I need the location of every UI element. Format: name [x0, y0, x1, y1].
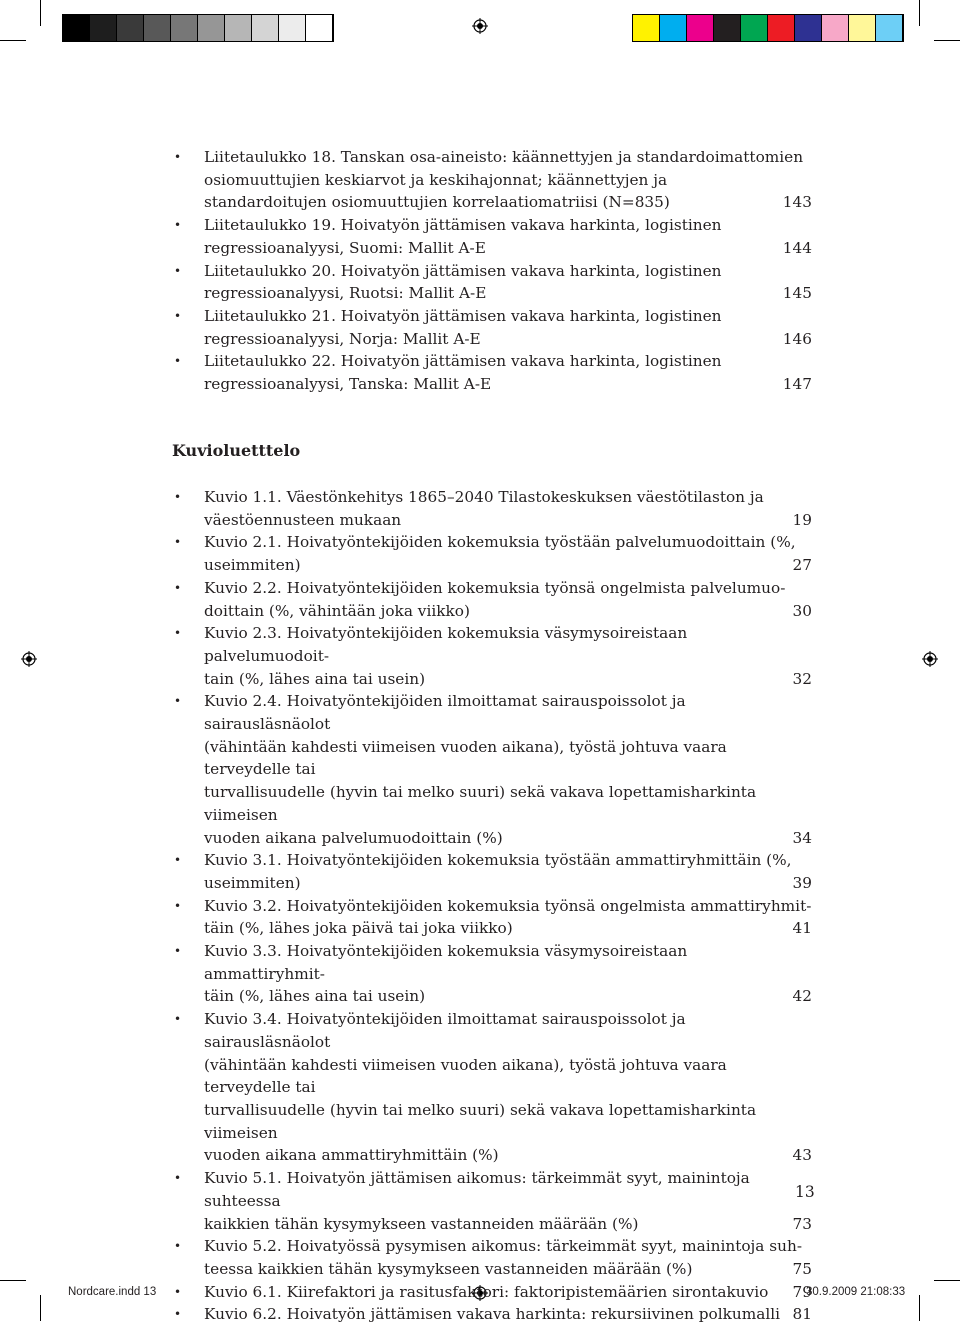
- entry-line: • Liitetaulukko 22. Hoivatyön jättämisen vakava harkinta, logistinen: [204, 352, 722, 371]
- color-swatch: [660, 15, 687, 41]
- grayscale-bar: [62, 14, 334, 42]
- entry-last-line: [204, 917, 812, 940]
- color-swatch: [90, 15, 117, 41]
- tables-list: [172, 146, 812, 396]
- entry-page: 42: [792, 987, 812, 1006]
- entry-last-line: [204, 985, 812, 1008]
- entry-line: • Liitetaulukko 21. Hoivatyön jättämisen vakava harkinta, logistinen: [204, 306, 722, 325]
- color-swatch: [822, 15, 849, 41]
- list-item: [172, 690, 812, 849]
- entry-last-line: [204, 328, 812, 351]
- figures-section-title: Kuvioluetttelo: [172, 441, 301, 460]
- page-number: 13: [795, 1183, 815, 1201]
- entry-line: • Kuvio 3.1. Hoivatyöntekijöiden kokemuksia työstään ammattiryhmittäin (%,: [204, 851, 792, 870]
- list-item: [172, 577, 812, 622]
- entry-page: 34: [792, 828, 812, 847]
- color-swatch: [876, 15, 903, 41]
- entry-line: • Liitetaulukko 20. Hoivatyön jättämisen vakava harkinta, logistinen: [204, 261, 722, 280]
- entry-line: • Kuvio 1.1. Väestönkehitys 1865–2040 Tilastokeskuksen väestötilaston ja: [204, 488, 764, 506]
- entry-line: • Kuvio 2.3. Hoivatyöntekijöiden kokemuksia väsymysoireistaan palvelumuodoit-: [204, 624, 688, 665]
- entry-page: 19: [792, 510, 812, 529]
- list-item: [172, 486, 812, 531]
- entry-text: vuoden aikana palvelumuodoittain (%): [204, 828, 503, 847]
- entry-text: useimmiten): [204, 873, 301, 892]
- entry-text: useimmiten): [204, 556, 301, 575]
- color-swatch: [768, 15, 795, 41]
- entry-page: 39: [792, 873, 812, 892]
- entry-line: turvallisuudelle (hyvin tai melko suuri) sekä vakava lopettamisharkinta viimeisen: [204, 1100, 757, 1142]
- list-item: [172, 260, 812, 305]
- entry-text: standardoitujen osiomuuttujien korrelaatiomatriisi (N=835): [204, 193, 670, 212]
- entry-page: 30: [792, 601, 812, 620]
- entry-last-line: [204, 872, 812, 895]
- color-swatch: [306, 15, 333, 41]
- entry-text: teessa kaikkien tähän kysymykseen vastanneiden määrään (%): [204, 1259, 693, 1278]
- entry-page: 41: [792, 919, 812, 938]
- crop-mark: [919, 1295, 920, 1321]
- slug-file: Nordcare.indd 13: [68, 1286, 157, 1298]
- entry-line: • Kuvio 2.4. Hoivatyöntekijöiden ilmoittamat sairauspoissolot ja sairausläsnäolot: [204, 692, 686, 734]
- entry-last-line: [204, 509, 812, 532]
- entry-line: • Kuvio 5.1. Hoivatyön jättämisen aikomus: tärkeimmät syyt, mainintoja suhteessa: [204, 1169, 750, 1210]
- entry-line: • Kuvio 3.3. Hoivatyöntekijöiden kokemuksia väsymysoireistaan ammattiryhmit-: [204, 942, 688, 983]
- entry-line: turvallisuudelle (hyvin tai melko suuri) sekä vakava lopettamisharkinta viimeisen: [204, 783, 757, 824]
- color-swatch: [795, 15, 822, 41]
- entry-line: • Liitetaulukko 18. Tanskan osa-aineisto: käännettyjen ja standardoimattomien: [204, 148, 804, 166]
- color-swatch: [63, 15, 90, 41]
- color-swatch: [687, 15, 714, 41]
- entry-last-line: [204, 827, 812, 850]
- entry-text: • Kuvio 6.1. Kiirefaktori ja rasitusfaktori: faktoripistemäärien sirontakuvio: [204, 1282, 769, 1301]
- entry-text: väestöennusteen mukaan: [204, 510, 402, 529]
- figures-list: [172, 486, 812, 1326]
- entry-last-line: [204, 373, 812, 396]
- entry-page: 146: [782, 329, 812, 348]
- list-item: [172, 146, 812, 214]
- entry-line: osiomuuttujien keskiarvot ja keskihajonnat; käännettyjen ja: [204, 170, 668, 189]
- entry-last-line: [204, 554, 812, 577]
- color-swatch: [633, 15, 660, 41]
- entry-text: vuoden aikana ammattiryhmittäin (%): [204, 1146, 499, 1165]
- entry-line: (vähintään kahdesti viimeisen vuoden aikana), työstä johtuva vaara terveydelle tai: [204, 1055, 727, 1097]
- color-swatch: [144, 15, 171, 41]
- entry-last-line: [204, 1281, 812, 1304]
- entry-line: • Kuvio 5.2. Hoivatyössä pysymisen aikomus: tärkeimmät syyt, mainintoja suh-: [204, 1237, 802, 1256]
- entry-last-line: [204, 668, 812, 691]
- crop-mark: [0, 1280, 26, 1281]
- entry-last-line: [204, 1144, 812, 1167]
- list-item: [172, 1303, 812, 1326]
- entry-last-line: [204, 1213, 812, 1236]
- entry-text: regressioanalyysi, Tanska: Mallit A-E: [204, 375, 492, 394]
- entry-last-line: [204, 191, 812, 214]
- list-item: [172, 1008, 812, 1167]
- registration-mark-icon: [922, 651, 938, 667]
- entry-last-line: [204, 1303, 812, 1326]
- color-swatch: [171, 15, 198, 41]
- list-item: [172, 895, 812, 940]
- list-item: [172, 305, 812, 350]
- entry-page: 79: [792, 1282, 812, 1301]
- crop-mark: [40, 1295, 41, 1321]
- entry-page: 81: [792, 1305, 812, 1324]
- list-item: [172, 940, 812, 1008]
- entry-text: • Kuvio 6.2. Hoivatyön jättämisen vakava harkinta: rekursiivinen polkumalli: [204, 1305, 781, 1324]
- list-item: [172, 622, 812, 690]
- color-swatch: [225, 15, 252, 41]
- entry-line: • Kuvio 3.4. Hoivatyöntekijöiden ilmoittamat sairauspoissolot ja sairausläsnäolot: [204, 1010, 686, 1051]
- entry-page: 144: [782, 238, 812, 257]
- entry-page: 43: [792, 1146, 812, 1165]
- entry-text: regressioanalyysi, Suomi: Mallit A-E: [204, 238, 486, 257]
- entry-line: • Kuvio 3.2. Hoivatyöntekijöiden kokemuksia työnsä ongelmista ammattiryhmit-: [204, 896, 812, 915]
- list-item: [172, 1235, 812, 1280]
- crop-mark: [919, 0, 920, 26]
- slug-date: 30.9.2009 21:08:33: [806, 1286, 906, 1298]
- entry-text: regressioanalyysi, Ruotsi: Mallit A-E: [204, 284, 487, 303]
- entry-text: täin (%, lähes joka päivä tai joka viikko): [204, 919, 513, 938]
- color-swatch: [198, 15, 225, 41]
- entry-line: • Kuvio 2.2. Hoivatyöntekijöiden kokemuksia työnsä ongelmista palvelumuo-: [204, 578, 786, 597]
- list-item: [172, 849, 812, 894]
- crop-mark: [934, 40, 960, 41]
- color-swatch: [741, 15, 768, 41]
- crop-mark: [934, 1280, 960, 1281]
- color-swatch: [279, 15, 306, 41]
- color-swatch: [849, 15, 876, 41]
- list-item: [172, 214, 812, 259]
- entry-page: 73: [792, 1214, 812, 1233]
- entry-page: 75: [792, 1259, 812, 1278]
- crop-mark: [40, 0, 41, 26]
- entry-text: tain (%, lähes aina tai usein): [204, 669, 426, 688]
- list-item: [172, 350, 812, 395]
- color-swatch: [714, 15, 741, 41]
- list-item: [172, 531, 812, 576]
- color-bar: [632, 14, 904, 42]
- entry-line: • Liitetaulukko 19. Hoivatyön jättämisen vakava harkinta, logistinen: [204, 216, 722, 235]
- list-item: [172, 1281, 812, 1304]
- entry-last-line: [204, 1258, 812, 1281]
- entry-page: 145: [782, 284, 812, 303]
- entry-text: doittain (%, vähintään joka viikko): [204, 601, 470, 620]
- entry-text: regressioanalyysi, Norja: Mallit A-E: [204, 329, 481, 348]
- entry-last-line: [204, 282, 812, 305]
- crop-mark: [0, 40, 26, 41]
- entry-page: 27: [792, 556, 812, 575]
- entry-line: (vähintään kahdesti viimeisen vuoden aikana), työstä johtuva vaara terveydelle tai: [204, 737, 727, 779]
- entry-line: • Kuvio 2.1. Hoivatyöntekijöiden kokemuksia työstään palvelumuodoittain (%,: [204, 533, 796, 552]
- list-item: [172, 1167, 812, 1235]
- color-swatch: [252, 15, 279, 41]
- entry-last-line: [204, 237, 812, 260]
- entry-page: 143: [782, 193, 812, 212]
- entry-page: 32: [792, 669, 812, 688]
- registration-mark-icon: [21, 651, 37, 667]
- entry-last-line: [204, 600, 812, 623]
- color-swatch: [117, 15, 144, 41]
- entry-text: täin (%, lähes aina tai usein): [204, 987, 426, 1006]
- entry-text: kaikkien tähän kysymykseen vastanneiden määrään (%): [204, 1214, 639, 1233]
- entry-page: 147: [782, 375, 812, 394]
- registration-mark-icon: [472, 18, 488, 34]
